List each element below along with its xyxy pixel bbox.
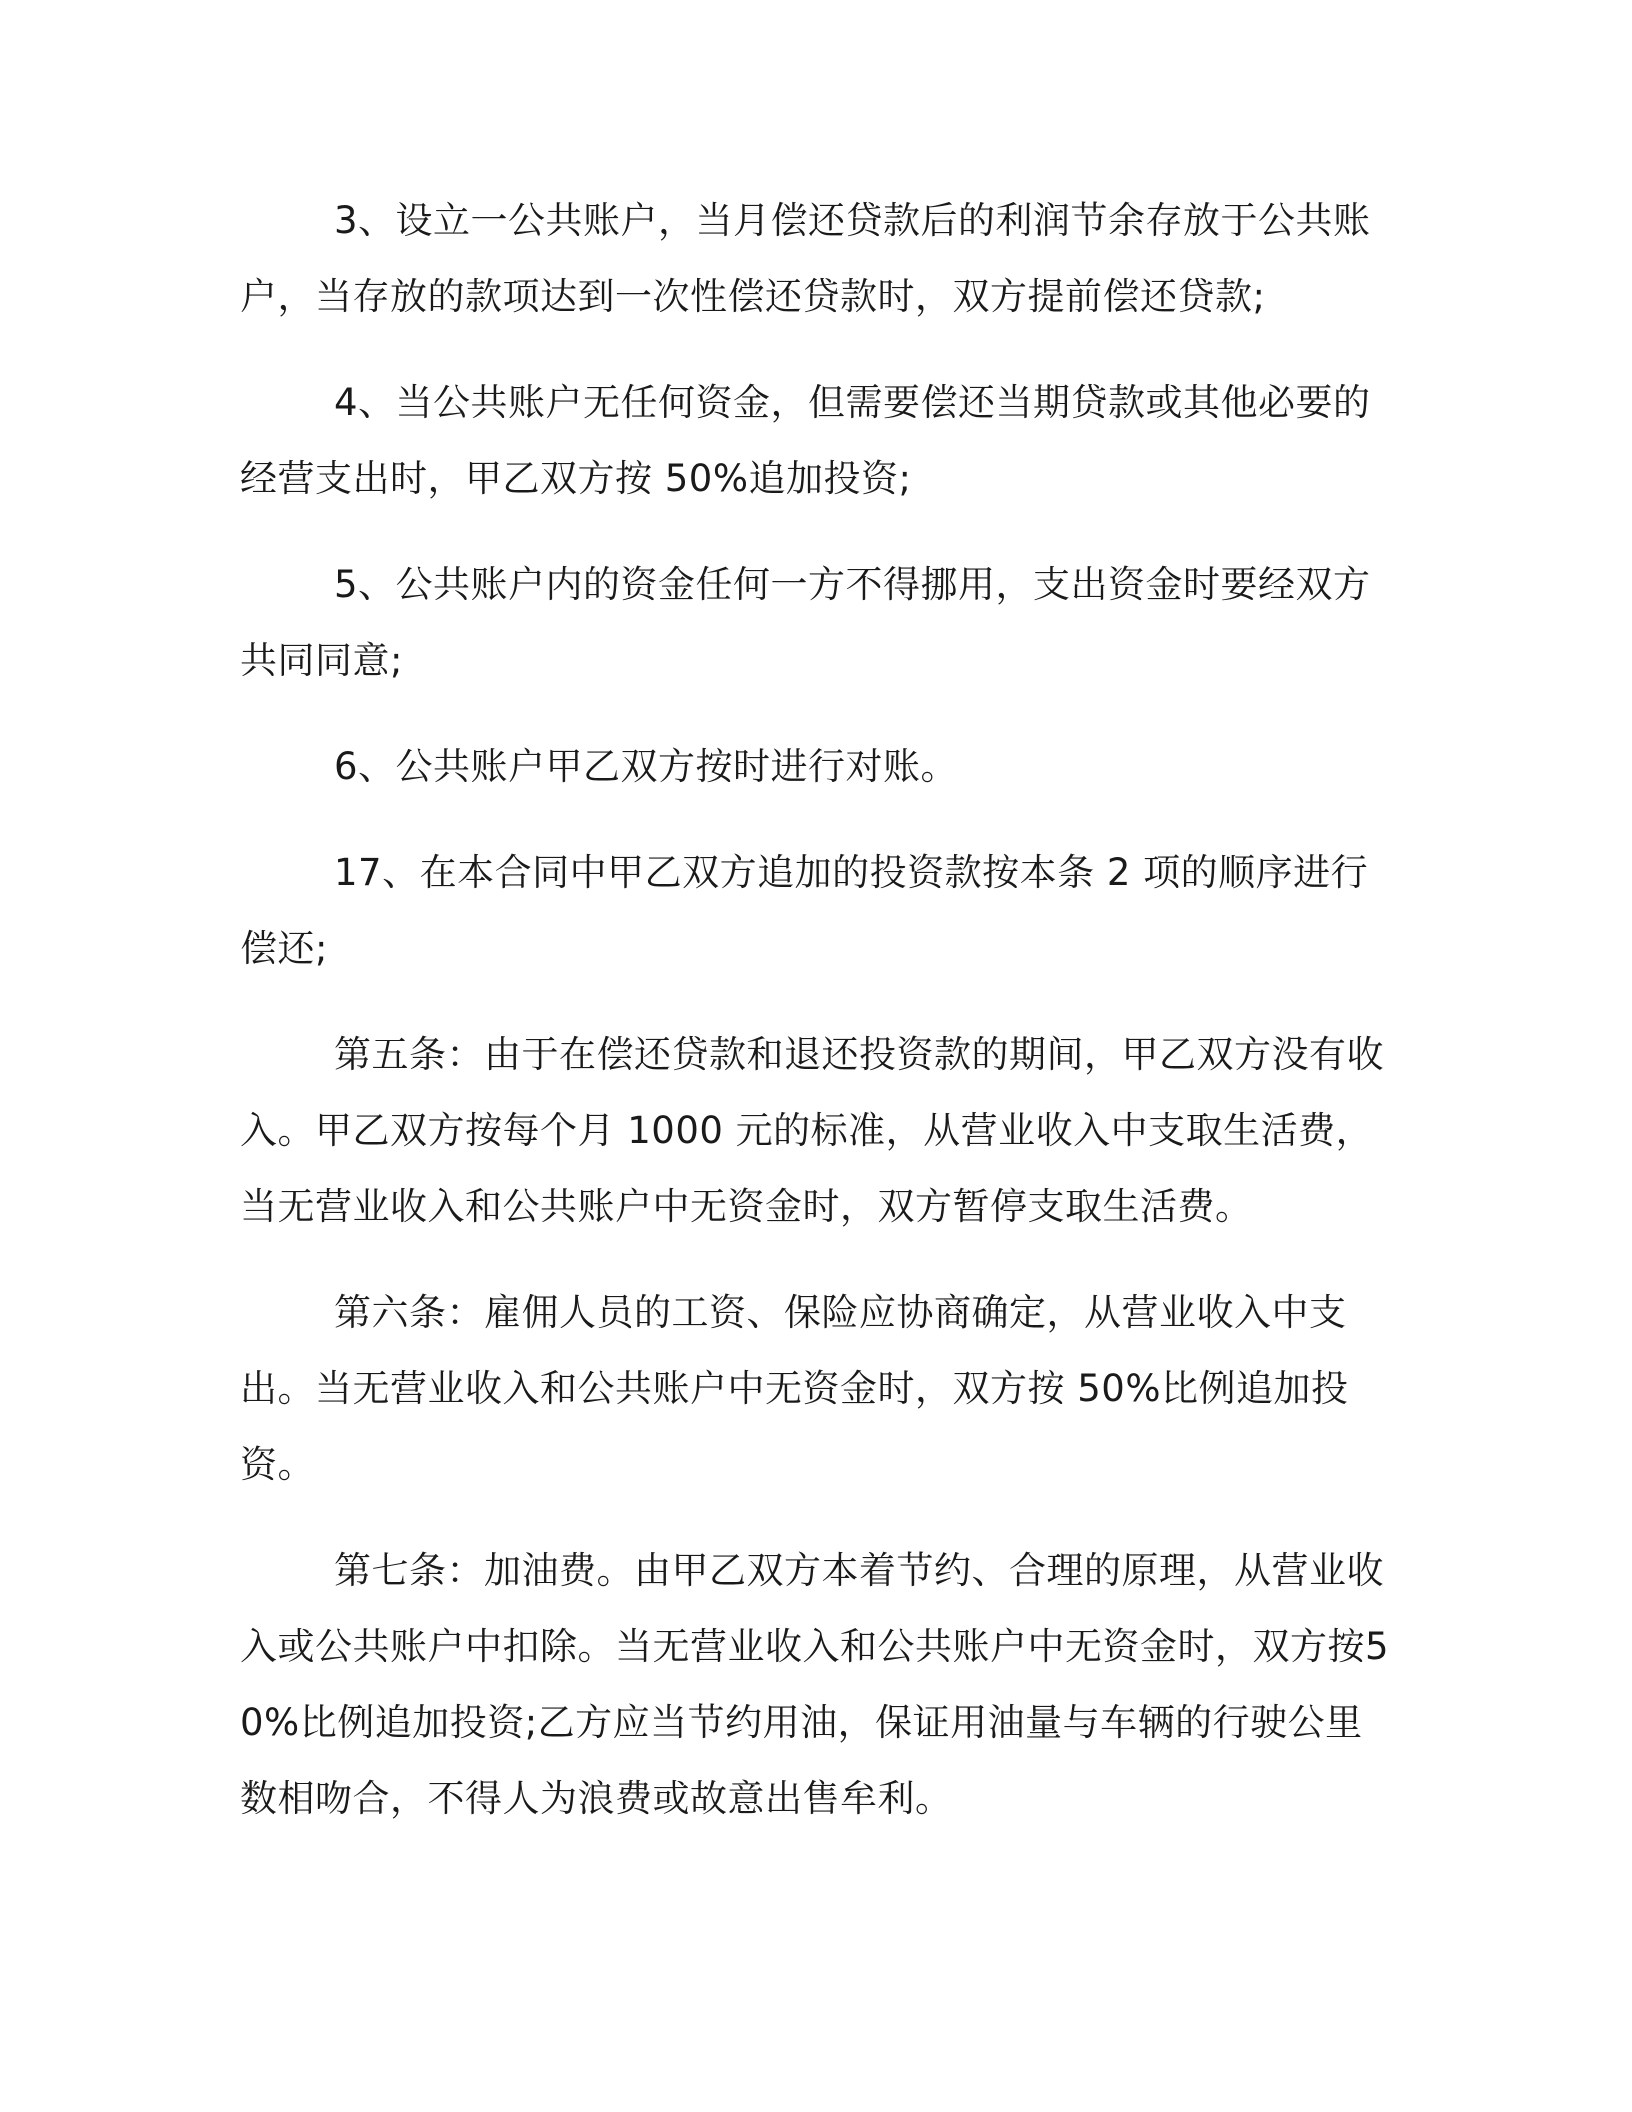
paragraph-clause-6: 6、公共账户甲乙双方按时进行对账。 — [334, 745, 959, 788]
document-body — [240, 183, 1400, 1837]
paragraph-clause-5: 5、公共账户内的资金任何一方不得挪用，支出资金时要经双方共同同意; — [240, 563, 1371, 682]
paragraph-clause-17: 17、在本合同中甲乙双方追加的投资款按本条 2 项的顺序进行偿还; — [240, 851, 1369, 970]
paragraph-article-7: 第七条：加油费。由甲乙双方本着节约、合理的原理，从营业收入或公共账户中扣除。当无营业收入和公共账户中无资金时，双方按50%比例追加投资;乙方应当节约用油，保证用油量与车辆的行驶公里数相吻合，不得人为浪费或故意出售牟利。 — [240, 1549, 1390, 1820]
paragraph-clause-4: 4、当公共账户无任何资金，但需要偿还当期贷款或其他必要的经营支出时，甲乙双方按 50%追加投资; — [240, 381, 1371, 500]
paragraph-article-6: 第六条：雇佣人员的工资、保险应协商确定，从营业收入中支出。当无营业收入和公共账户中无资金时，双方按 50%比例追加投资。 — [240, 1291, 1349, 1486]
paragraph-article-5: 第五条：由于在偿还贷款和退还投资款的期间，甲乙双方没有收入。甲乙双方按每个月 1000 元的标准，从营业收入中支取生活费，当无营业收入和公共账户中无资金时，双方暂停支取生活费。 — [240, 1033, 1384, 1228]
paragraph-clause-3: 3、设立一公共账户，当月偿还贷款后的利润节余存放于公共账户，当存放的款项达到一次性偿还贷款时，双方提前偿还贷款; — [240, 199, 1371, 318]
